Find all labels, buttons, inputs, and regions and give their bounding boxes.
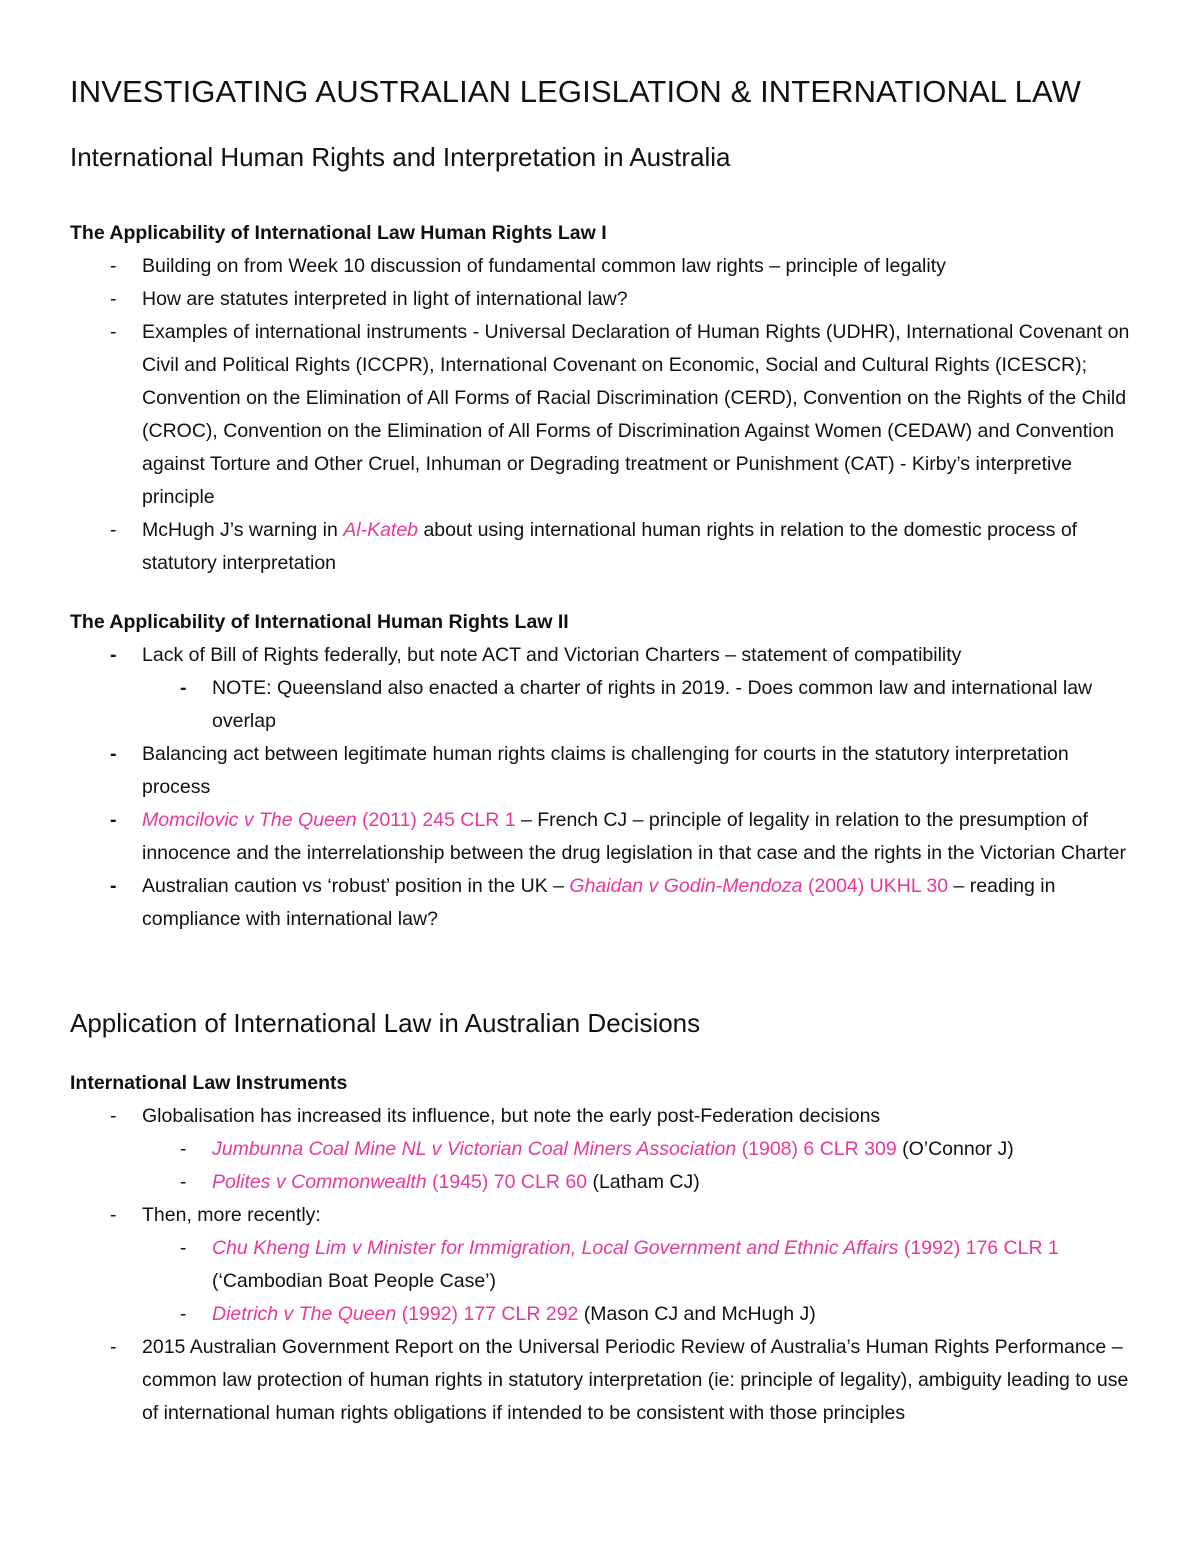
case-link-dietrich[interactable]: Dietrich v The Queen (1992) 177 CLR 292 <box>212 1303 579 1325</box>
list-item <box>70 639 1135 672</box>
list-item <box>70 1100 1135 1133</box>
list-item-text: How are statutes interpreted in light of international law? <box>142 288 628 310</box>
dash-bullet: - <box>110 288 117 310</box>
dash-bullet: - <box>180 1138 187 1160</box>
case-link-momcilovic[interactable]: Momcilovic v The Queen (2011) 245 CLR 1 <box>142 809 516 831</box>
section-heading: The Applicability of International Law Human Rights Law I <box>70 222 607 244</box>
list-item-text: (Mason CJ and McHugh J) <box>578 1303 816 1325</box>
list-item <box>70 514 1135 580</box>
case-link-ghaidan[interactable]: Ghaidan v Godin-Mendoza (2004) UKHL 30 <box>569 875 949 897</box>
list-item <box>70 738 1135 804</box>
dash-bullet: - <box>110 255 117 277</box>
list-item-text: McHugh J’s warning in <box>142 519 344 541</box>
dash-bullet: - <box>110 519 117 541</box>
dash-bullet: - <box>110 809 117 831</box>
page-title: INVESTIGATING AUSTRALIAN LEGISLATION & INTERNATIONAL LAW <box>70 74 1081 109</box>
list-item <box>70 250 1135 283</box>
list-item-text: about using international human rights in relation to the domestic process of statutory interpretation <box>142 519 1078 574</box>
dash-bullet: - <box>110 743 117 765</box>
list-item-text: – reading in compliance with international law? <box>142 875 1056 930</box>
dash-bullet: - <box>180 677 187 699</box>
list-item <box>70 870 1135 936</box>
dash-bullet: - <box>110 644 117 666</box>
dash-bullet: - <box>110 321 117 343</box>
list-item-text: Examples of international instruments - Universal Declaration of Human Rights (UDHR), International Covenant on Civil and Political Rights (ICCPR), International Covenant on Economic, Social and Cultural Rights (ICESCR); Convention on the Elimination of All Forms of Racial Discrimination (CERD), Convention on the Rights of the Child (CROC), Convention on the Elimination of All Forms of Discrimination Against Women (CEDAW) and Convention against Torture and Other Cruel, Inhuman or Degrading treatment or Punishment (CAT) - Kirby’s interpretive principle <box>142 321 1130 508</box>
list-subitem <box>70 1232 1135 1298</box>
list-item-text: NOTE: Queensland also enacted a charter of rights in 2019. - Does common law and international law overlap <box>212 677 1093 732</box>
section-international-law-instruments <box>70 1067 1135 1430</box>
case-link-al-kateb[interactable]: Al-Kateb <box>343 519 419 541</box>
list-item-text: – French CJ – principle of legality in relation to the presumption of innocence and the interrelationship between the drug legislation in that case and the rights in the Victorian Charter <box>142 809 1126 864</box>
list-subitem <box>70 1133 1135 1166</box>
dash-bullet: - <box>110 1105 117 1127</box>
list-item-text: (Latham CJ) <box>587 1171 700 1193</box>
list-item-text: Building on from Week 10 discussion of fundamental common law rights – principle of legality <box>142 255 946 277</box>
list-item-text: Then, more recently: <box>142 1204 321 1226</box>
subtitle-application-international-law: Application of International Law in Australian Decisions <box>70 1008 701 1038</box>
dash-bullet: - <box>110 1204 117 1226</box>
bullet-list <box>70 1100 1135 1430</box>
dash-bullet: - <box>110 875 117 897</box>
case-link-jumbunna[interactable]: Jumbunna Coal Mine NL v Victorian Coal Miners Association (1908) 6 CLR 309 <box>212 1138 897 1160</box>
bullet-list <box>70 639 1135 936</box>
dash-bullet: - <box>110 1336 117 1358</box>
section-heading: The Applicability of International Human Rights Law II <box>70 611 569 633</box>
dash-bullet: - <box>180 1171 187 1193</box>
list-subitem <box>70 1166 1135 1199</box>
subtitle-international-human-rights: International Human Rights and Interpretation in Australia <box>70 142 731 172</box>
list-item <box>70 804 1135 870</box>
case-link-polites[interactable]: Polites v Commonwealth (1945) 70 CLR 60 <box>212 1171 588 1193</box>
list-item-text: Lack of Bill of Rights federally, but note ACT and Victorian Charters – statement of compatibility <box>142 644 962 666</box>
list-subitem <box>70 672 1135 738</box>
section-applicability-ii <box>70 606 1135 936</box>
dash-bullet: - <box>180 1303 187 1325</box>
case-link-chu-kheng-lim[interactable]: Chu Kheng Lim v Minister for Immigration, Local Government and Ethnic Affairs (1992) 176 CLR 1 <box>212 1237 1059 1259</box>
list-item <box>70 316 1135 514</box>
list-item-text: (O’Connor J) <box>896 1138 1014 1160</box>
list-item <box>70 1199 1135 1232</box>
dash-bullet: - <box>180 1237 187 1259</box>
list-item-text: Australian caution vs ‘robust’ position in the UK – <box>142 875 570 897</box>
list-item <box>70 283 1135 316</box>
section-applicability-i <box>70 217 1135 580</box>
bullet-list <box>70 250 1135 580</box>
list-subitem <box>70 1298 1135 1331</box>
list-item-text: 2015 Australian Government Report on the Universal Periodic Review of Australia’s Human Rights Performance – common law protection of human rights in statutory interpretation (ie: principle of legality), ambiguity leading to use of international human rights obligations if intended to be consistent with those principles <box>142 1336 1129 1424</box>
list-item <box>70 1331 1135 1430</box>
list-item-text: (‘Cambodian Boat People Case’) <box>212 1270 496 1292</box>
list-item-text: Globalisation has increased its influence, but note the early post-Federation decisions <box>142 1105 881 1127</box>
section-heading: International Law Instruments <box>70 1072 348 1094</box>
list-item-text: Balancing act between legitimate human rights claims is challenging for courts in the statutory interpretation process <box>142 743 1069 798</box>
